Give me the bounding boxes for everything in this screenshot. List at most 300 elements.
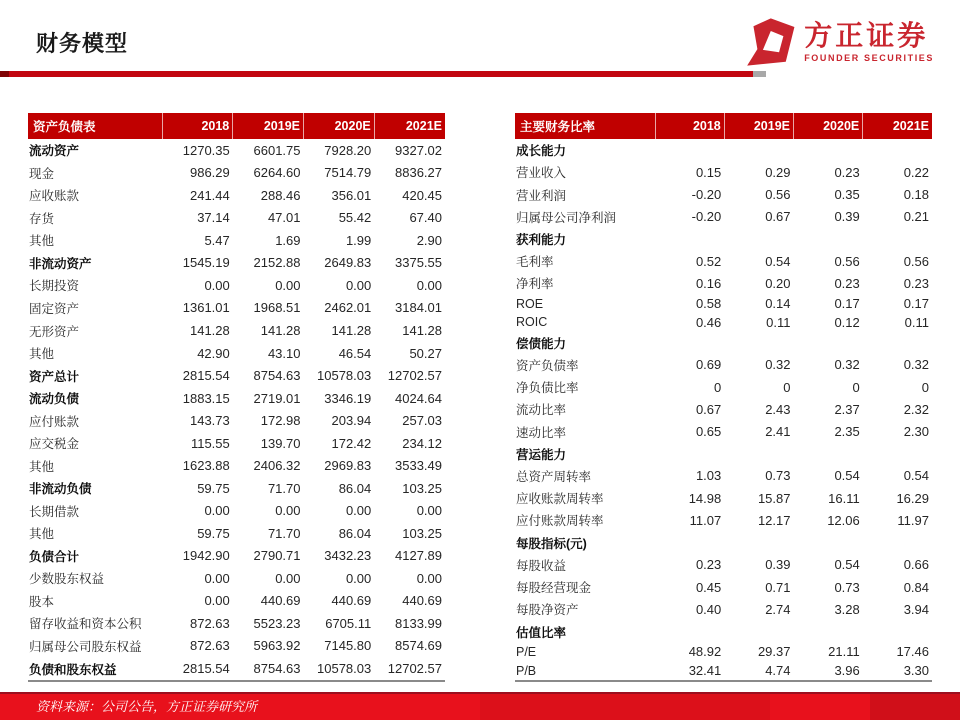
row-value: 4127.89 <box>395 548 442 564</box>
row-value: 67.40 <box>409 210 442 226</box>
row-value: 0.56 <box>765 187 791 203</box>
row-value: 3.94 <box>903 601 929 617</box>
table-row <box>515 661 932 680</box>
row-label: 流动资产 <box>29 144 80 159</box>
row-value: 32.41 <box>688 663 722 679</box>
row-value <box>863 228 932 250</box>
row-value: 8754.63 <box>253 661 301 677</box>
row-value: 3.30 <box>903 663 929 679</box>
row-label: 非流动资产 <box>29 256 92 271</box>
row-value: 2406.32 <box>253 458 301 474</box>
row-value: 141.28 <box>189 323 230 339</box>
row-value: 12702.57 <box>387 368 442 384</box>
table-row <box>515 620 932 642</box>
row-value: 9327.02 <box>395 142 442 158</box>
row-value: 1270.35 <box>182 142 230 158</box>
row-value: 29.37 <box>757 644 791 660</box>
row-label: 净利率 <box>516 277 554 292</box>
row-value: 0.40 <box>695 601 722 617</box>
row-value: 172.42 <box>331 435 372 451</box>
row-value: 440.69 <box>402 593 442 609</box>
row-value: 8754.63 <box>253 368 301 384</box>
row-value: 141.28 <box>331 323 372 339</box>
row-value: 7145.80 <box>324 638 372 654</box>
row-value: 0.00 <box>416 570 442 586</box>
row-value: 10578.03 <box>317 368 372 384</box>
row-label: 每股净资产 <box>516 603 579 618</box>
table-row <box>28 364 445 387</box>
row-value <box>794 532 863 554</box>
row-value: 0.22 <box>903 164 929 180</box>
row-value: 10578.03 <box>317 661 372 677</box>
row-value <box>794 139 863 161</box>
row-value <box>724 532 793 554</box>
footer-bar-segment <box>480 694 770 720</box>
row-value <box>655 332 724 354</box>
row-value: 0.73 <box>765 468 791 484</box>
row-value: 86.04 <box>338 525 372 541</box>
row-value: 1361.01 <box>182 300 230 316</box>
row-value: 0.21 <box>903 209 929 225</box>
data-source-note: 资料来源：公司公告，方正证券研究所 <box>36 699 258 714</box>
row-value: 0.54 <box>765 253 791 269</box>
balance-sheet-header-row <box>28 113 445 139</box>
table-row <box>28 229 445 252</box>
row-value: 1623.88 <box>182 458 230 474</box>
row-label: 总资产周转率 <box>516 469 592 484</box>
row-label: 其他 <box>29 347 55 362</box>
row-value: 0.17 <box>903 296 929 312</box>
row-value: 3346.19 <box>324 390 372 406</box>
row-value: 172.98 <box>260 413 301 429</box>
row-value: 59.75 <box>197 480 230 496</box>
row-value: 0.00 <box>416 277 442 293</box>
row-value: 7928.20 <box>324 142 372 158</box>
row-value: 0.52 <box>695 253 722 269</box>
table-row <box>515 420 932 442</box>
row-label: 归属母公司股东权益 <box>29 639 142 654</box>
year-header-2019e: 2019E <box>233 113 304 139</box>
row-value: 3.96 <box>834 663 860 679</box>
row-value: 2.32 <box>903 401 929 417</box>
logo-text <box>804 21 934 64</box>
row-value <box>724 443 793 465</box>
row-label: 资产总计 <box>29 369 80 384</box>
row-value: 6264.60 <box>253 165 301 181</box>
row-value: 12.06 <box>827 512 860 528</box>
row-value <box>794 228 863 250</box>
row-value: 2.35 <box>834 424 860 440</box>
ratios-header-row <box>515 113 932 139</box>
row-value: 1968.51 <box>253 300 301 316</box>
table-row <box>515 332 932 354</box>
row-value: 103.25 <box>402 480 442 496</box>
row-label: 每股指标(元) <box>516 536 587 551</box>
row-value: 0.00 <box>416 503 442 519</box>
row-value <box>794 443 863 465</box>
financial-ratios-body <box>515 139 932 680</box>
row-value: 37.14 <box>197 210 230 226</box>
row-value <box>655 443 724 465</box>
row-value: 0.54 <box>834 557 860 573</box>
table-row <box>515 139 932 161</box>
row-value: 43.10 <box>267 345 301 361</box>
row-value: 0.35 <box>834 187 860 203</box>
year-header-2020e: 2020E <box>304 113 375 139</box>
table-row <box>28 432 445 455</box>
table-row <box>515 532 932 554</box>
row-value: 16.11 <box>828 490 860 506</box>
row-value: 0.23 <box>834 164 860 180</box>
row-label: 应付账款周转率 <box>516 514 604 529</box>
table-row <box>28 387 445 410</box>
row-value: 0.23 <box>834 275 860 291</box>
row-label: 资产负债率 <box>516 358 579 373</box>
table-row <box>28 184 445 207</box>
row-value: 71.70 <box>267 480 301 496</box>
row-value <box>724 139 793 161</box>
row-value: 0.16 <box>695 275 722 291</box>
row-value: 0.32 <box>903 357 929 373</box>
row-value: 0.46 <box>695 314 722 330</box>
row-value: 0 <box>921 379 929 395</box>
row-value: 257.03 <box>402 413 442 429</box>
row-value: 1942.90 <box>182 548 230 564</box>
row-value: 2815.54 <box>182 368 230 384</box>
row-label: 营业利润 <box>516 188 567 203</box>
row-value: 0.17 <box>834 296 860 312</box>
row-value: 0.00 <box>275 277 301 293</box>
ratios-header-title: 主要财务比率 <box>515 113 655 139</box>
row-value: 46.54 <box>338 345 372 361</box>
row-value: 2969.83 <box>324 458 372 474</box>
financial-ratios-table <box>515 113 932 682</box>
row-value <box>794 620 863 642</box>
table-row <box>515 295 932 314</box>
row-value <box>655 139 724 161</box>
row-label: 应收账款 <box>29 189 80 204</box>
row-value: 0.11 <box>904 314 929 330</box>
row-value: 14.98 <box>688 490 722 506</box>
row-value: 0.73 <box>834 579 860 595</box>
row-value: 0.00 <box>204 277 230 293</box>
year-header-2021e: 2021E <box>374 113 445 139</box>
row-label: 固定资产 <box>29 301 80 316</box>
row-value: 0 <box>783 379 791 395</box>
row-value: 17.46 <box>896 644 929 660</box>
row-value: 12702.57 <box>387 661 442 677</box>
row-value: 2.43 <box>765 401 791 417</box>
header-rule-main <box>9 71 753 77</box>
table-row <box>28 500 445 523</box>
year-header-2021e: 2021E <box>863 113 932 139</box>
row-value: 0.69 <box>695 357 722 373</box>
footer-bar-segment <box>870 694 960 720</box>
table-row <box>515 554 932 576</box>
row-value <box>863 443 932 465</box>
table-row <box>28 274 445 297</box>
row-value: 0.84 <box>903 579 929 595</box>
row-value: 0.39 <box>834 209 860 225</box>
row-label: ROIC <box>516 315 548 330</box>
table-row <box>28 342 445 365</box>
row-value <box>655 620 724 642</box>
row-value: 0.14 <box>765 296 791 312</box>
header-rule <box>0 71 766 77</box>
row-label: 其他 <box>29 459 55 474</box>
row-label: 长期借款 <box>29 504 80 519</box>
row-label: P/E <box>516 644 537 659</box>
row-value: 2790.71 <box>253 548 301 564</box>
row-value: 21.11 <box>828 644 860 660</box>
logo-brand-en: FOUNDER SECURITIES <box>804 53 934 64</box>
row-value: 0.00 <box>204 593 230 609</box>
row-label: 其他 <box>29 527 55 542</box>
row-value: 0.65 <box>695 424 722 440</box>
row-value: 4024.64 <box>395 390 442 406</box>
row-value: 0.00 <box>345 570 372 586</box>
row-label: 速动比率 <box>516 425 567 440</box>
row-value: 2.74 <box>765 601 791 617</box>
row-value: 3.28 <box>834 601 860 617</box>
row-value: 440.69 <box>260 593 301 609</box>
row-value: 7514.79 <box>324 165 372 181</box>
row-value: 0.18 <box>903 187 929 203</box>
table-row <box>515 509 932 531</box>
row-label: ROE <box>516 296 544 311</box>
row-value: 15.87 <box>757 490 791 506</box>
row-label: 现金 <box>29 166 55 181</box>
row-value: 0.29 <box>765 164 791 180</box>
row-label: 非流动负债 <box>29 482 92 497</box>
row-value: 440.69 <box>331 593 372 609</box>
row-value: 872.63 <box>189 638 230 654</box>
row-value: 103.25 <box>402 525 442 541</box>
row-label: 营业收入 <box>516 166 567 181</box>
row-value: 0.67 <box>695 401 722 417</box>
row-label: 负债合计 <box>29 549 80 564</box>
row-value: -0.20 <box>691 187 722 203</box>
row-value <box>863 532 932 554</box>
row-value: 55.42 <box>338 210 372 226</box>
row-value: 3533.49 <box>395 458 442 474</box>
row-label: 偿债能力 <box>516 336 567 351</box>
year-header-2018: 2018 <box>162 113 233 139</box>
table-row <box>28 454 445 477</box>
row-value: 0.54 <box>903 468 929 484</box>
balance-sheet-body <box>28 139 445 680</box>
row-label: 少数股东权益 <box>29 572 105 587</box>
table-row <box>515 313 932 332</box>
table-row <box>515 161 932 183</box>
table-row <box>515 398 932 420</box>
row-value: 139.70 <box>260 435 301 451</box>
row-value: 2.37 <box>834 401 860 417</box>
header-rule-gray-tip <box>753 71 766 77</box>
row-value <box>794 332 863 354</box>
row-label: 流动负债 <box>29 392 80 407</box>
row-label: 估值比率 <box>516 625 567 640</box>
row-value: 12.17 <box>757 512 791 528</box>
row-label: 应付账款 <box>29 414 80 429</box>
row-value: 288.46 <box>260 187 301 203</box>
row-value: 356.01 <box>331 187 372 203</box>
table-row <box>28 567 445 590</box>
row-value: 2.41 <box>765 424 791 440</box>
row-value: 0.15 <box>695 164 722 180</box>
table-row <box>28 635 445 658</box>
row-value: 2152.88 <box>253 255 301 271</box>
row-label: 负债和股东权益 <box>29 662 117 677</box>
row-label: 长期投资 <box>29 279 80 294</box>
row-value: 4.74 <box>765 663 791 679</box>
year-header-2020e: 2020E <box>794 113 863 139</box>
row-label: 其他 <box>29 234 55 249</box>
row-value <box>863 139 932 161</box>
table-row <box>28 612 445 635</box>
table-row <box>515 272 932 294</box>
row-value: 0.20 <box>765 275 791 291</box>
page-title: 财务模型 <box>36 31 129 56</box>
row-value: 0.00 <box>204 570 230 586</box>
header-rule-left-tick <box>0 71 9 77</box>
row-label: 净负债比率 <box>516 381 579 396</box>
row-value: 234.12 <box>402 435 442 451</box>
row-label: 无形资产 <box>29 324 80 339</box>
row-value: 50.27 <box>409 345 442 361</box>
row-value: 0.56 <box>903 253 929 269</box>
row-value: 0.00 <box>345 503 372 519</box>
row-label: 流动比率 <box>516 403 567 418</box>
row-label: 应收账款周转率 <box>516 492 604 507</box>
founder-securities-logo <box>744 16 934 68</box>
row-value: 2.30 <box>903 424 929 440</box>
row-value: 141.28 <box>260 323 301 339</box>
row-label: 成长能力 <box>516 144 567 159</box>
row-value: 11.07 <box>689 512 722 528</box>
row-value: 0.45 <box>695 579 722 595</box>
table-row <box>28 522 445 545</box>
row-value: 0.56 <box>834 253 860 269</box>
row-value: 0.23 <box>903 275 929 291</box>
row-value: 0.00 <box>275 503 301 519</box>
row-value: 3184.01 <box>395 300 442 316</box>
row-value: 6705.11 <box>325 615 372 631</box>
row-value: 2.90 <box>416 232 442 248</box>
row-value: 420.45 <box>402 187 442 203</box>
row-value: 6601.75 <box>253 142 301 158</box>
row-label: 获利能力 <box>516 232 567 247</box>
row-value <box>863 620 932 642</box>
row-value: 872.63 <box>189 615 230 631</box>
row-value: 986.29 <box>189 165 230 181</box>
row-value: 5963.92 <box>253 638 301 654</box>
row-value <box>724 620 793 642</box>
row-label: 营运能力 <box>516 447 567 462</box>
row-value: -0.20 <box>691 209 722 225</box>
row-value: 1883.15 <box>182 390 230 406</box>
row-label: 存货 <box>29 211 55 226</box>
table-row <box>28 297 445 320</box>
table-row <box>28 162 445 185</box>
row-value: 16.29 <box>896 490 929 506</box>
row-value: 5.47 <box>204 232 230 248</box>
row-value: 0.23 <box>695 557 722 573</box>
row-value <box>863 332 932 354</box>
table-row <box>515 598 932 620</box>
table-row <box>515 376 932 398</box>
table-row <box>28 590 445 613</box>
year-header-2018: 2018 <box>655 113 724 139</box>
row-label: 留存收益和资本公积 <box>29 617 142 632</box>
balance-sheet-table <box>28 113 445 682</box>
table-row <box>28 139 445 162</box>
row-value: 1.99 <box>345 232 372 248</box>
row-value: 59.75 <box>197 525 230 541</box>
table-row <box>515 250 932 272</box>
table-row <box>515 643 932 662</box>
table-row <box>28 545 445 568</box>
row-value: 0.11 <box>766 314 791 330</box>
row-value: 2649.83 <box>324 255 372 271</box>
table-row <box>28 319 445 342</box>
row-value <box>724 332 793 354</box>
row-label: 每股收益 <box>516 558 567 573</box>
row-value: 2462.01 <box>324 300 372 316</box>
row-label: 股本 <box>29 594 55 609</box>
balance-sheet-header-title: 资产负债表 <box>28 113 162 139</box>
row-value: 47.01 <box>267 210 301 226</box>
table-row <box>28 657 445 680</box>
row-label: 毛利率 <box>516 255 554 270</box>
row-value: 0.32 <box>834 357 860 373</box>
row-value: 2815.54 <box>182 661 230 677</box>
row-label: 每股经营现金 <box>516 581 592 596</box>
row-value: 5523.23 <box>253 615 301 631</box>
row-value: 42.90 <box>197 345 230 361</box>
row-value: 0.71 <box>765 579 791 595</box>
row-value: 3432.23 <box>324 548 372 564</box>
row-label: 应交税金 <box>29 437 80 452</box>
footer-bar <box>0 694 960 720</box>
row-value: 0.39 <box>765 557 791 573</box>
row-value: 1.69 <box>275 232 301 248</box>
row-value: 86.04 <box>338 480 372 496</box>
row-value: 71.70 <box>267 525 301 541</box>
row-value: 1545.19 <box>182 255 230 271</box>
row-value: 11.97 <box>897 512 929 528</box>
table-row <box>515 183 932 205</box>
table-row <box>515 465 932 487</box>
row-value: 0.54 <box>834 468 860 484</box>
logo-brand-cn: 方正证券 <box>804 19 929 51</box>
row-value: 0.32 <box>765 357 791 373</box>
row-value: 0.58 <box>695 296 722 312</box>
row-value: 0.67 <box>765 209 791 225</box>
row-value <box>724 228 793 250</box>
row-value: 141.28 <box>402 323 442 339</box>
founder-logo-icon <box>744 16 796 68</box>
row-value: 143.73 <box>189 413 230 429</box>
row-value: 0 <box>852 379 860 395</box>
table-row <box>515 206 932 228</box>
table-row <box>515 487 932 509</box>
table-row <box>515 443 932 465</box>
row-value <box>655 532 724 554</box>
row-value: 0 <box>714 379 722 395</box>
row-value: 8574.69 <box>395 638 442 654</box>
table-row <box>515 228 932 250</box>
